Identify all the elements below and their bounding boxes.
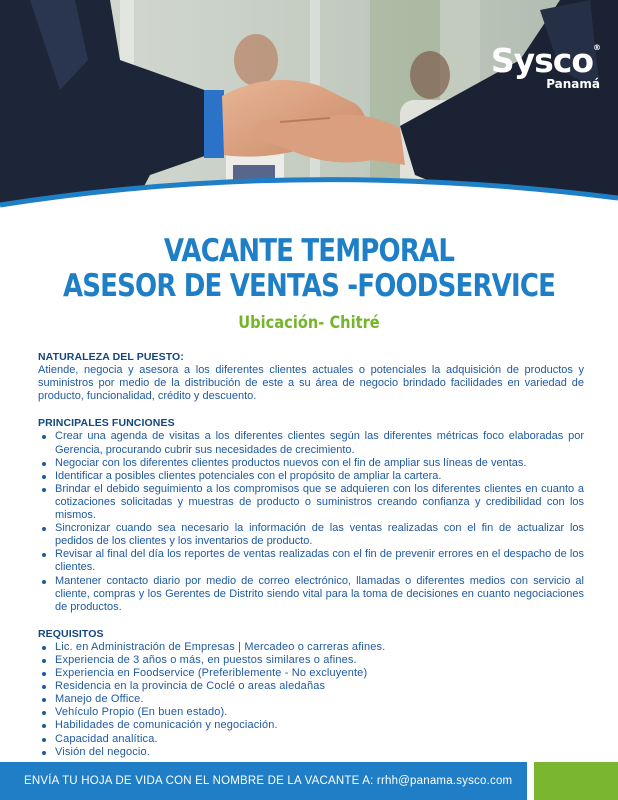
logo-wordmark: Sysco [490,41,593,80]
logo-region: Panamá [546,77,600,91]
list-item: Mantener contacto diario por medio de correo electrónico, llamadas o diferentes medios con servicio al cliente, compras y los Gerentes de Distrito siendo vital para la toma de decisiones en cuanto negociaciones de productos. [38,575,584,614]
list-item: Visión del negocio. [38,746,584,759]
handshake-photo [0,0,618,232]
list-item: Lic. en Administración de Empresas | Mercadeo o carreras afines. [38,641,584,654]
footer-accent-block [534,762,618,800]
list-item: Negociar con los diferentes clientes productos nuevos con el fin de ampliar sus líneas de ventas. [38,457,584,470]
list-item: Habilidades de comunicación y negociación. [38,719,584,732]
requisitos-list [38,641,584,759]
list-item: Sincronizar cuando sea necesario la información de las ventas realizadas con el fin de actualizar los pedidos de los clientes y los inventarios de producto. [38,522,584,548]
sysco-logo [490,41,600,91]
naturaleza-text: Atiende, negocia y asesora a los diferentes clientes actuales o potenciales la adquisición de productos y suministros por medio de la distribución de este a su área de negocio brindado facilidades en variedad de producto, funcionalidad, crédito y descuento. [38,364,584,403]
list-item: Brindar el debido seguimiento a los compromisos que se adquieren con los diferentes clientes en cuanto a cotizaciones solicitadas y muestras de producto o suministros creando confianza y credibilidad con los mismos. [38,483,584,522]
funciones-heading: PRINCIPALES FUNCIONES [38,417,175,430]
vacancy-type-title: VACANTE TEMPORAL [163,233,455,269]
list-item: Experiencia de 3 años o más, en puestos similares o afines. [38,654,584,667]
logo-registered-mark: ® [593,43,600,52]
position-title: ASESOR DE VENTAS -FOODSERVICE [62,268,556,304]
list-item: Identificar a posibles clientes potenciales con el propósito de ampliar la cartera. [38,470,584,483]
funciones-list [38,430,584,613]
footer-apply-instructions: ENVÍA TU HOJA DE VIDA CON EL NOMBRE DE LA VACANTE A: rrhh@panama.sysco.com [24,775,513,787]
requisitos-heading: REQUISITOS [38,627,104,640]
list-item: Revisar al final del día los reportes de ventas realizadas con el fin de prevenir errores en el despacho de los clientes. [38,548,584,574]
job-description [38,351,584,759]
naturaleza-heading: NATURALEZA DEL PUESTO: [38,351,184,363]
hero-image [0,0,618,232]
list-item: Vehículo Propio (En buen estado). [38,706,584,719]
location-label: Ubicación- Chitré [238,313,380,333]
list-item: Experiencia en Foodservice (Preferiblemente - No excluyente) [38,667,584,680]
list-item: Capacidad analítica. [38,733,584,746]
list-item: Crear una agenda de visitas a los diferentes clientes según las diferentes métricas foco elaboradas por Gerencia, procurando cubrir sus necesidades de crecimiento. [38,430,584,456]
footer-bar [0,762,527,800]
list-item: Manejo de Office. [38,693,584,706]
list-item: Residencia en la provincia de Coclé o areas aledañas [38,680,584,693]
